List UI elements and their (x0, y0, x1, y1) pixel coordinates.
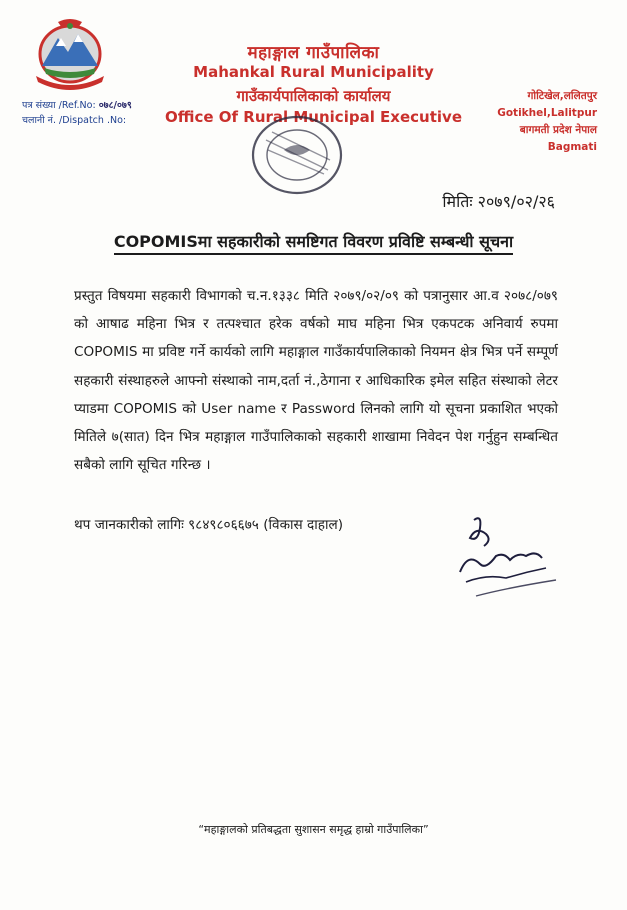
notice-body: प्रस्तुत विषयमा सहकारी विभागको च.न.१३३८ मिति २०७९/०२/०९ को पत्रानुसार आ.व २०७८/०७९ को आषाढ महिना भित्र र तत्पश्चात हरेक वर्षको माघ महिना भित्र एकपटक अनिवार्य रुपमा COPOMIS मा प्रविष्ट गर्ने कार्यको लागि महाङ्गाल गाउँकार्यपालिकाको नियमन क्षेत्र भित्र पर्ने सम्पूर्ण सहकारी संस्थाहरुले आफ्नो संस्थाको नाम,दर्ता नं.,ठेगाना र आधिकारिक इमेल सहित संस्थाको लेटर प्याडमा COPOMIS को User name र Password लिनको लागि यो सूचना प्रकाशित भएको मितिले ७(सात) दिन भित्र महाङ्गाल गाउँपालिकाको सहकारी शाखामा निवेदन पेश गर्नुहुन सम्बन्धित सबैको लागि सूचित गरिन्छ । (74, 288, 558, 474)
ref-label: पत्र संख्या /Ref.No: (22, 100, 96, 111)
address-line-3: बागमती प्रदेश नेपाल (519, 124, 597, 136)
municipality-name-np: महाङ्गाल गाउँपालिका (247, 43, 380, 63)
address-line-4: Bagmati (547, 141, 597, 153)
office-name-np: गाउँकार्यपालिकाको कार्यालय (236, 87, 391, 105)
subject-text: COPOMISमा सहकारीको समष्टिगत विवरण प्रविष्टि सम्बन्धी सूचना (114, 232, 513, 255)
municipality-name-en: Mahankal Rural Municipality (193, 63, 434, 81)
address-line-1: गोटिखेल,ललितपुर (527, 90, 597, 102)
notice-subject (0, 230, 627, 252)
office-seal-icon (244, 110, 350, 200)
address-block (497, 88, 597, 156)
signature-stamp-icon (446, 512, 571, 612)
letter-date: मितिः २०७९/०२/२६ (442, 192, 555, 211)
ref-value: ०७८/०७९ (98, 100, 132, 111)
office-name-en: Office Of Rural Municipal Executive (165, 108, 462, 126)
ref-line (22, 98, 132, 113)
address-line-2: Gotikhel,Lalitpur (497, 107, 597, 119)
dispatch-label: चलानी नं. /Dispatch .No: (22, 115, 127, 126)
footer-slogan: “महाङ्गालको प्रतिबद्धता सुशासन समृद्ध हाम्रो गाउँपालिका” (198, 823, 429, 836)
reference-block (22, 98, 132, 128)
contact-info: थप जानकारीको लागिः ९८४९८०६६७५ (विकास दाहाल) (74, 517, 344, 533)
